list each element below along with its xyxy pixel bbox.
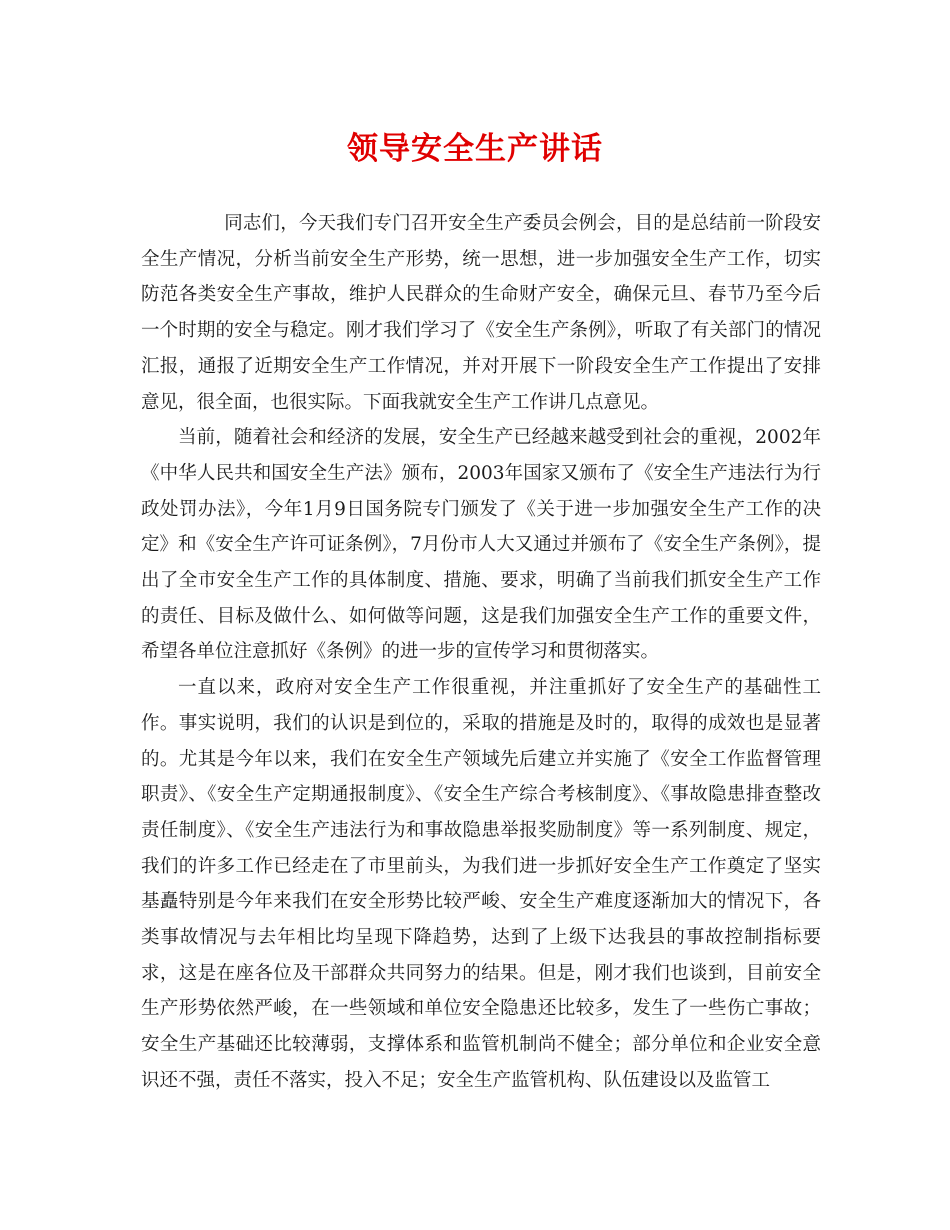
paragraph-2: 当前，随着社会和经济的发展，安全生产已经越来越受到社会的重视，2002年《中华人民共和国安全生产法》颁布，2003年国家又颁布了《安全生产违法行为行政处罚办法》，今年1月9日国务院专门颁发了《关于进一步加强安全生产工作的决定》和《安全生产许可证条例》，7月份市人大又通过并颁布了《安全生产条例》，提出了全市安全生产工作的具体制度、措施、要求，明确了当前我们抓安全生产工作的责任、目标及做什么、如何做等问题，这是我们加强安全生产工作的重要文件，希望各单位注意抓好《条例》的进一步的宣传学习和贯彻落实。 xyxy=(141,427,821,663)
document-body xyxy=(141,206,821,1099)
paragraph-1: 同志们，今天我们专门召开安全生产委员会例会，目的是总结前一阶段安全生产情况，分析当前安全生产形势，统一思想，进一步加强安全生产工作，切实防范各类安全生产事故，维护人民群众的生命财产安全，确保元旦、春节乃至今后一个时期的安全与稳定。刚才我们学习了《安全生产条例》，听取了有关部门的情况汇报，通报了近期安全生产工作情况，并对开展下一阶段安全生产工作提出了安排意见，很全面，也很实际。下面我就安全生产工作讲几点意见。 xyxy=(141,213,821,413)
paragraph-3: 一直以来，政府对安全生产工作很重视，并注重抓好了安全生产的基础性工作。事实说明，我们的认识是到位的，采取的措施是及时的，取得的成效也是显著的。尤其是今年以来，我们在安全生产领域先后建立并实施了《安全工作监督管理职责》、《安全生产定期通报制度》、《安全生产综合考核制度》、《事故隐患排查整改责任制度》、《安全生产违法行为和事故隐患举报奖励制度》等一系列制度、规定，我们的许多工作已经走在了市里前头，为我们进一步抓好安全生产工作奠定了坚实基矗特别是今年来我们在安全形势比较严峻、安全生产难度逐渐加大的情况下，各类事故情况与去年相比均呈现下降趋势，达到了上级下达我县的事故控制指标要求，这是在座各位及干部群众共同努力的结果。但是，刚才我们也谈到，目前安全生产形势依然严峻，在一些领域和单位安全隐患还比较多，发生了一些伤亡事故；安全生产基础还比较薄弱，支撑体系和监管机制尚不健全；部分单位和企业安全意识还不强，责任不落实，投入不足；安全生产监管机构、队伍建设以及监管工 xyxy=(141,677,821,1091)
document-title: 领导安全生产讲话 xyxy=(347,131,603,167)
